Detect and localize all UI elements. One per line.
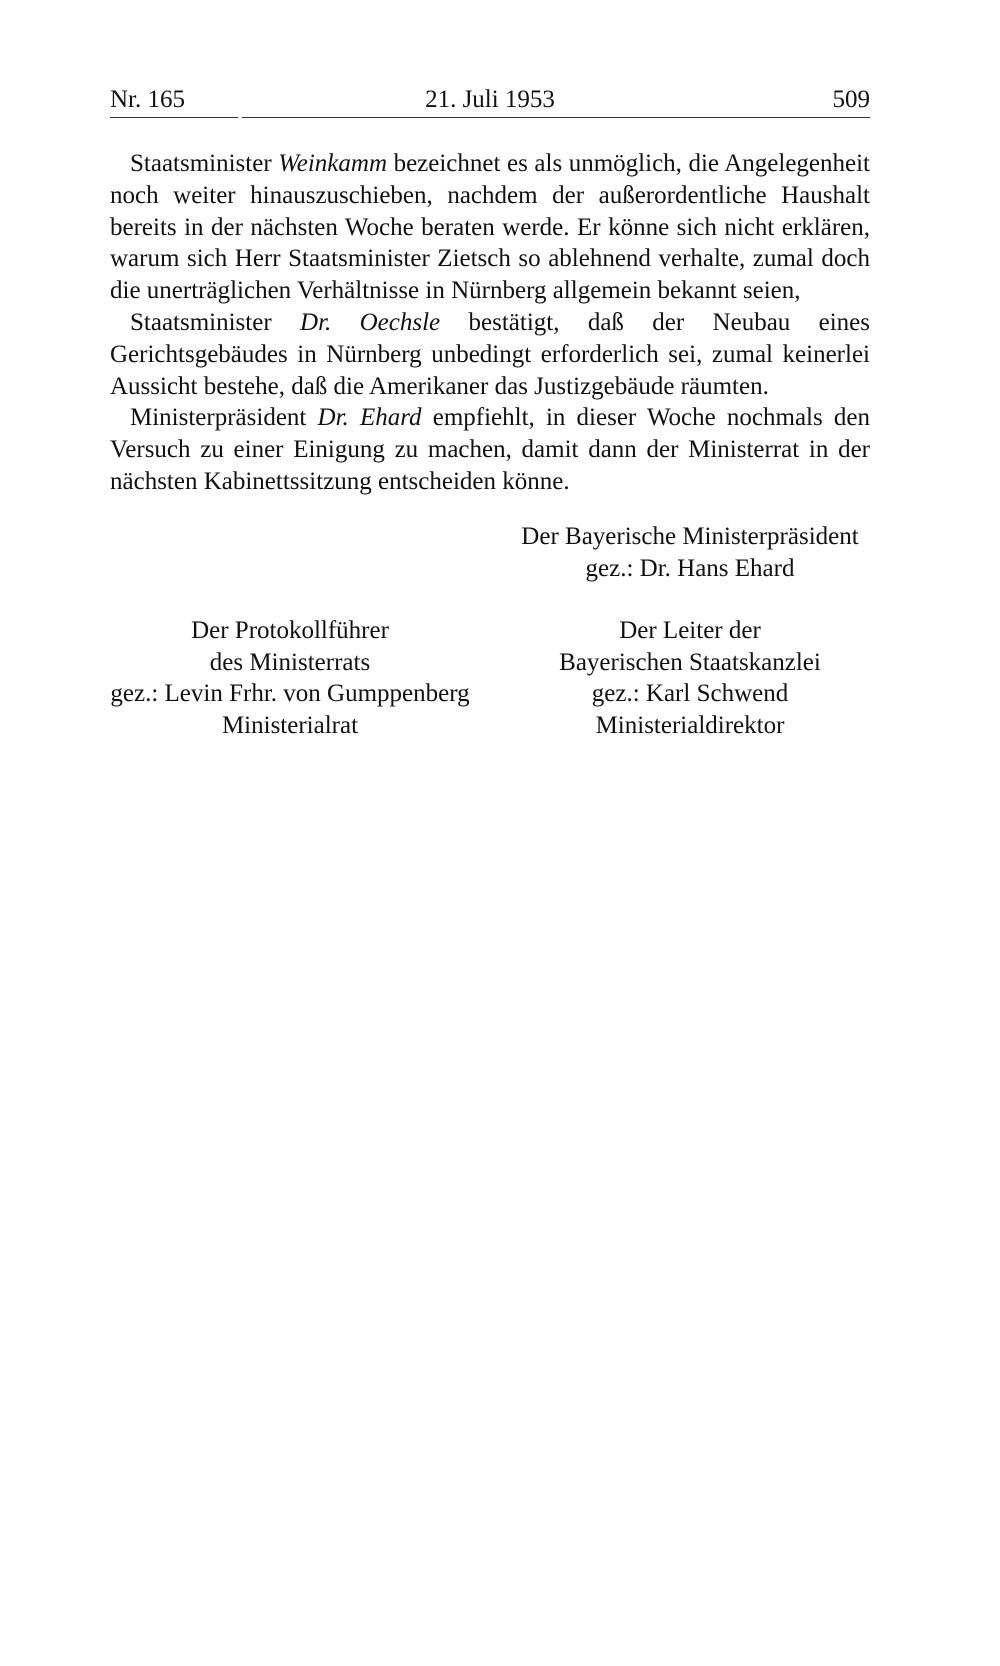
paragraph-rest: empfiehlt, in dieser Woche nochmals den Versuch zu einer Einigung zu machen, damit dann der Ministerrat in der nächsten Kabinettssitzung entscheiden könne. xyxy=(110,404,870,495)
signature-recorder xyxy=(100,615,480,741)
signature-name: gez.: Karl Schwend xyxy=(591,680,789,707)
signature-title-line1: Der Leiter der xyxy=(619,617,761,644)
signature-name: gez.: Dr. Hans Ehard xyxy=(585,554,795,582)
signature-title-line2: Bayerischen Staatskanzlei xyxy=(559,648,821,676)
signature-prime-minister xyxy=(500,521,880,584)
paragraph-lead: Staatsminister xyxy=(130,308,301,336)
signature-title-line2: des Ministerrats xyxy=(209,648,371,676)
paragraph-rest: bestätigt, daß der Neubau eines Gerichtsgebäudes in Nürnberg unbedingt erforderlich sei, zumal keinerlei Aussicht bestehe, daß die Amerikaner das Justizgebäude räumten. xyxy=(110,308,871,400)
header-date: 21. Juli 1953 xyxy=(425,86,555,113)
paragraph-lead: Staatsminister xyxy=(130,150,279,177)
body-text xyxy=(110,148,870,498)
signature-name: gez.: Levin Frhr. von Gumppenberg xyxy=(110,680,470,707)
running-header xyxy=(110,82,870,118)
paragraph-lead: Ministerpräsident xyxy=(130,404,318,432)
issue-number: Nr. 165 xyxy=(110,86,185,113)
signature-rank: Ministerialrat xyxy=(221,711,359,739)
page-number: 509 xyxy=(832,86,870,113)
signature-rank: Ministerialdirektor xyxy=(595,711,785,739)
header-rule-left xyxy=(110,117,238,118)
paragraph-rest: bezeichnet es als unmöglich, die Angelegenheit noch weiter hinauszuschieben, nachdem der außerordentliche Haushalt bereits in der nächsten Woche beraten werde. Er könne sich nicht erklären, warum sich Herr Staatsminister Zietsch so ablehnend verhalte, zumal doch die unerträglichen Verhältnisse in Nürnberg allgemein bekannt seien, xyxy=(110,150,870,305)
speaker-name: Dr. Ehard xyxy=(317,404,422,432)
signature-chancellery-head xyxy=(500,615,880,741)
paragraph-ehard xyxy=(110,402,870,497)
speaker-name: Weinkamm xyxy=(278,150,387,177)
signature-title-line1: Der Protokollführer xyxy=(191,617,389,644)
paragraph-oechsle xyxy=(110,307,870,402)
paragraph-weinkamm xyxy=(110,148,870,307)
speaker-name: Dr. Oechsle xyxy=(300,308,441,336)
signature-title: Der Bayerische Ministerpräsident xyxy=(521,523,859,550)
header-rule-right xyxy=(242,117,870,118)
